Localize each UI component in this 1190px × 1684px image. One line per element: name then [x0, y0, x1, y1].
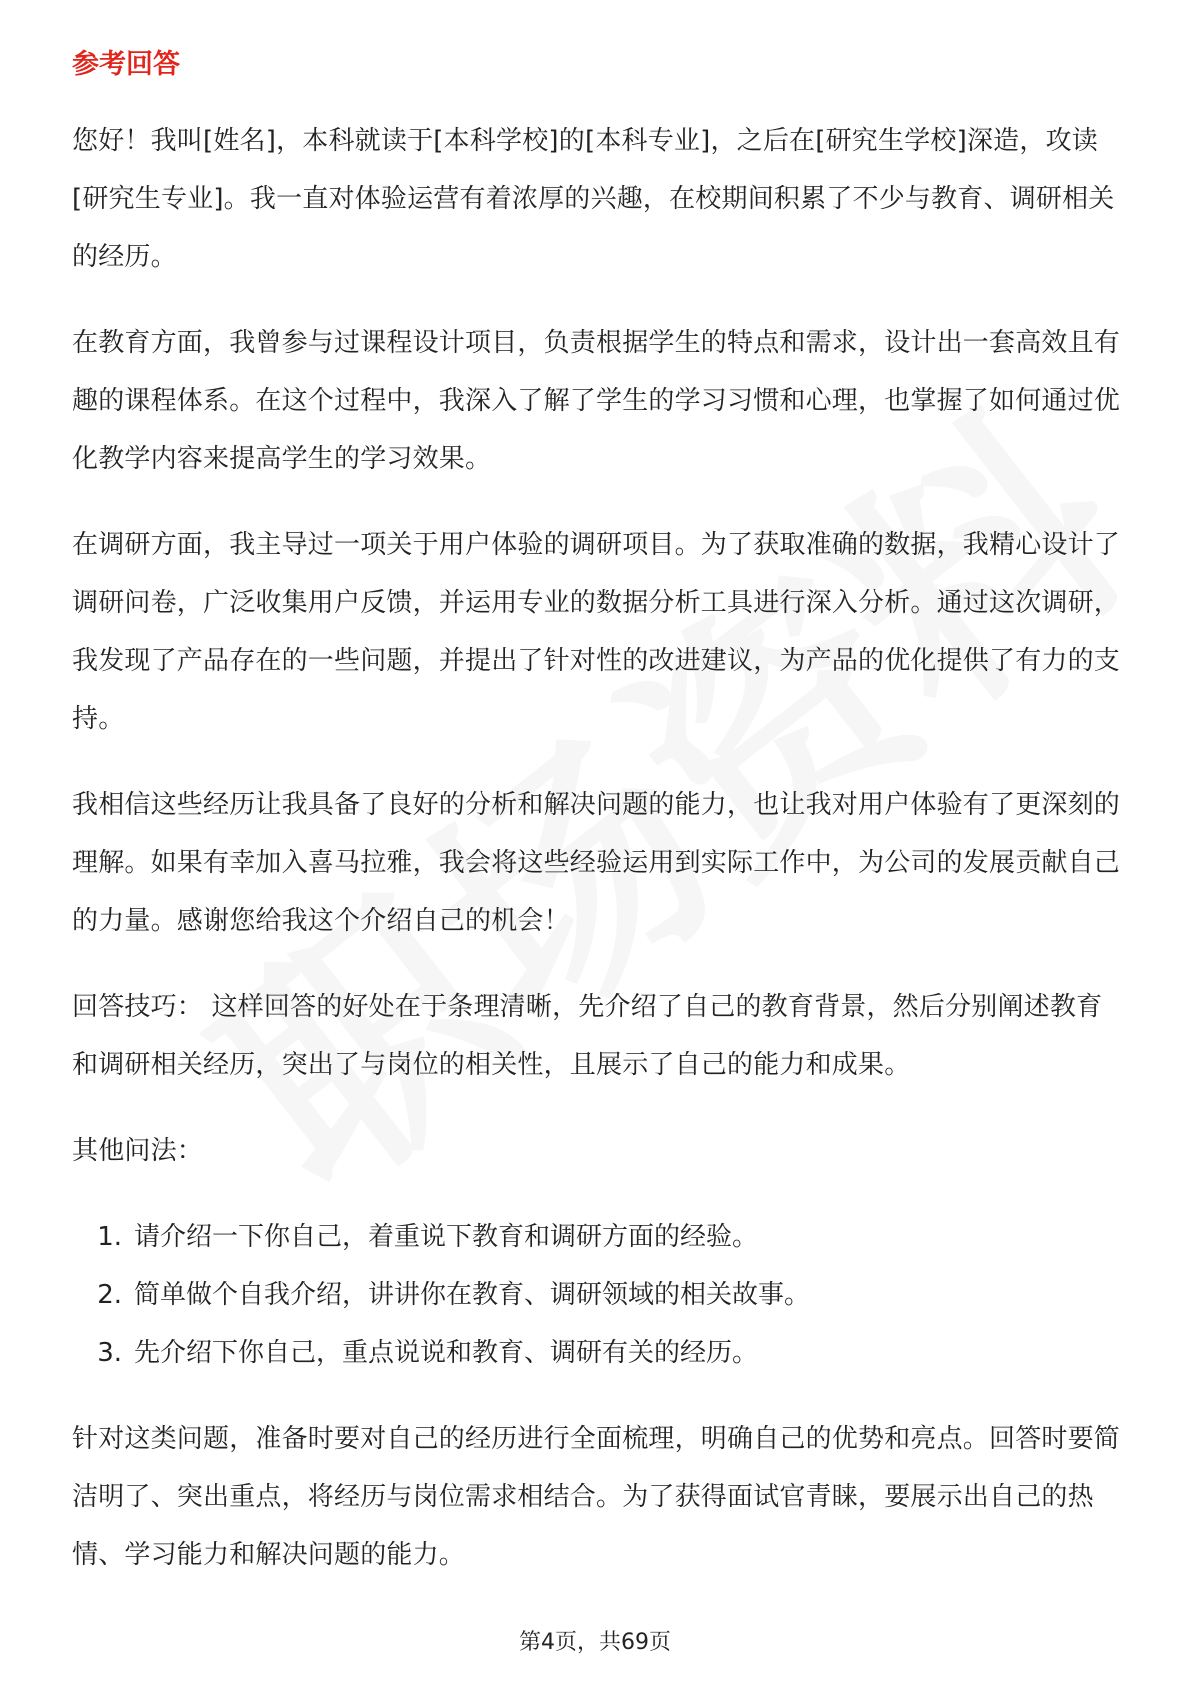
section-title: 参考回答: [72, 49, 180, 80]
closing-paragraph: 针对这类问题，准备时要对自己的经历进行全面梳理，明确自己的优势和亮点。回答时要简洁明了、突出重点，将经历与岗位需求相结合。为了获得面试官青睐，要展示出自己的热情、学习能力和解决问题的能力。: [72, 1424, 1121, 1570]
other-questions-label: 其他问法：: [72, 1136, 204, 1166]
list-item-number: 2.: [97, 1280, 122, 1310]
answer-paragraph-4: 我相信这些经历让我具备了良好的分析和解决问题的能力，也让我对用户体验有了更深刻的理解。如果有幸加入喜马拉雅，我会将这些经验运用到实际工作中，为公司的发展贡献自己的力量。感谢您给我这个介绍自己的机会！: [72, 790, 1121, 936]
list-item-text: 先介绍下你自己，重点说说和教育、调研有关的经历。: [134, 1338, 759, 1368]
page-number: 第4页，共69页: [519, 1630, 671, 1655]
answer-paragraph-2: 在教育方面，我曾参与过课程设计项目，负责根据学生的特点和需求，设计出一套高效且有趣的课程体系。在这个过程中，我深入了解了学生的学习习惯和心理，也掌握了如何通过优化教学内容来提高学生的学习效果。: [72, 328, 1121, 474]
list-item-text: 简单做个自我介绍，讲讲你在教育、调研领域的相关故事。: [134, 1280, 811, 1310]
other-questions-list: [72, 1208, 1120, 1382]
content-area: [72, 46, 1120, 1612]
answer-paragraph-3: 在调研方面，我主导过一项关于用户体验的调研项目。为了获取准确的数据，我精心设计了调研问卷，广泛收集用户反馈，并运用专业的数据分析工具进行深入分析。通过这次调研，我发现了产品存在的一些问题，并提出了针对性的改进建议，为产品的优化提供了有力的支持。: [72, 530, 1121, 734]
list-item-number: 1.: [97, 1222, 122, 1252]
list-item: [72, 1266, 1120, 1324]
list-item-text: 请介绍一下你自己，着重说下教育和调研方面的经验。: [134, 1222, 759, 1252]
answer-tips: 回答技巧： 这样回答的好处在于条理清晰，先介绍了自己的教育背景，然后分别阐述教育和调研相关经历，突出了与岗位的相关性，且展示了自己的能力和成果。: [72, 992, 1103, 1080]
list-item-number: 3.: [97, 1338, 122, 1368]
answer-paragraph-1: 您好！我叫[姓名]，本科就读于[本科学校]的[本科专业]，之后在[研究生学校]深造，攻读[研究生专业]。我一直对体验运营有着浓厚的兴趣，在校期间积累了不少与教育、调研相关的经历。: [72, 126, 1115, 272]
list-item: [72, 1208, 1120, 1266]
list-item: [72, 1324, 1120, 1382]
